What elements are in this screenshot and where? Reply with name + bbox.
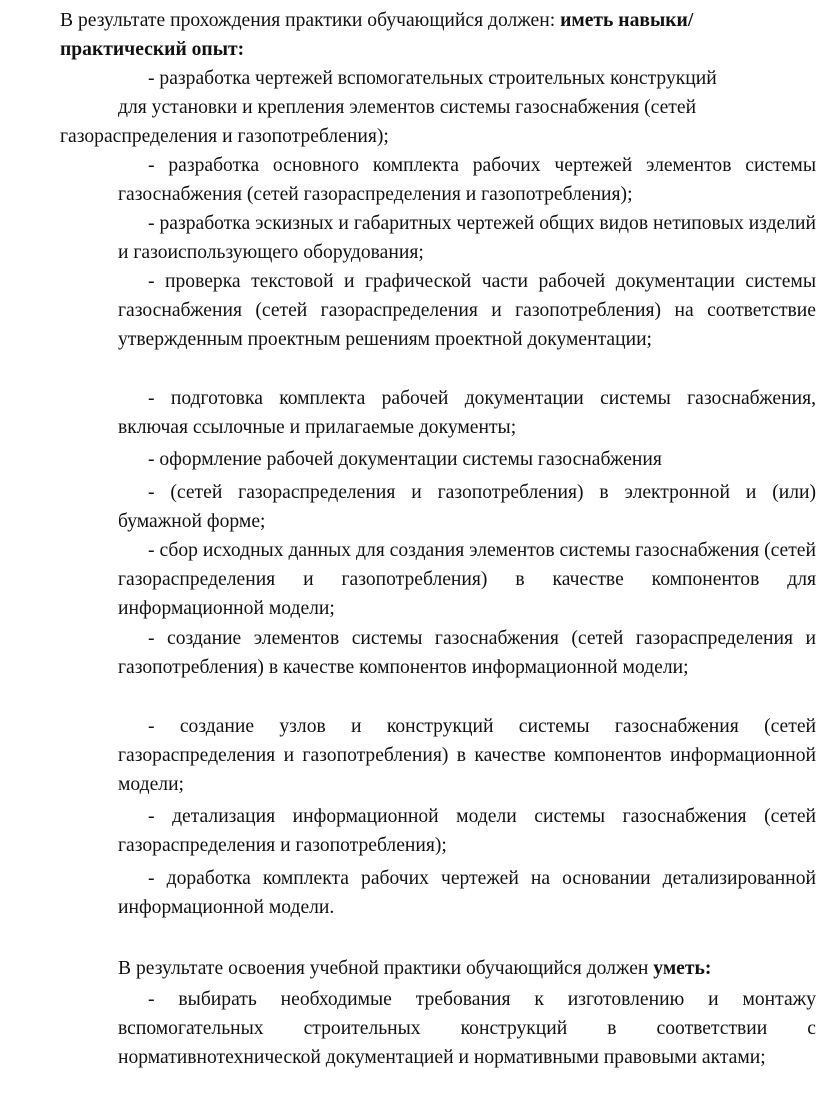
intro-bold: иметь навыки/практический опыт: xyxy=(60,10,694,60)
list-item xyxy=(118,864,816,922)
section2-text: В результате освоения учебной практики обучающийся должен xyxy=(118,958,654,979)
list-item xyxy=(118,985,816,1072)
list-item xyxy=(118,536,816,623)
list-item-text: - проверка текстовой и графической части рабочей документации системы газоснабжения (сетей газораспределения и газопотребления) на соответствие утвержденным проектным решениям проектной документации; xyxy=(118,271,816,350)
list-item xyxy=(118,802,816,860)
list-item-text: - разработка основного комплекта рабочих чертежей элементов системы газоснабжения (сетей газораспределения и газопотребления); xyxy=(118,155,816,205)
list-item xyxy=(118,445,816,474)
list-item-line2: для установки и крепления элементов системы газоснабжения (сетей xyxy=(118,97,697,118)
list-item xyxy=(118,151,816,209)
list-item-continuation xyxy=(118,93,816,122)
list-item xyxy=(118,267,816,354)
list-item-text: - выбирать необходимые требования к изготовлению и монтажу вспомогательных строительных конструкций в соответствии с нормативнотехнической документацией и нормативными правовыми актами; xyxy=(118,989,816,1068)
list-item xyxy=(118,64,816,93)
list-item xyxy=(118,478,816,536)
list-item xyxy=(118,209,816,267)
list-item-line1: - разработка чертежей вспомогательных строительных конструкций xyxy=(148,68,717,89)
intro-paragraph xyxy=(60,6,760,64)
list-item-text: - доработка комплекта рабочих чертежей на основании детализированной информационной модели. xyxy=(118,868,816,918)
list-item xyxy=(118,624,816,682)
list-item-text: - сбор исходных данных для создания элементов системы газоснабжения (сетей газораспределения и газопотребления) в качестве компонентов для информационной модели; xyxy=(118,540,816,619)
list-item-text: - разработка эскизных и габаритных чертежей общих видов нетиповых изделий и газоиспользующего оборудования; xyxy=(118,213,816,263)
list-item xyxy=(118,384,816,442)
list-item-text: - оформление рабочей документации системы газоснабжения xyxy=(148,449,662,470)
list-item-text: - создание узлов и конструкций системы газоснабжения (сетей газораспределения и газопотребления) в качестве компонентов информационной модели; xyxy=(118,716,816,795)
list-item xyxy=(118,712,816,799)
list-item-text: - (сетей газораспределения и газопотребления) в электронной и (или) бумажной форме; xyxy=(118,482,816,532)
section2-bold: уметь: xyxy=(653,958,712,979)
intro-text: В результате прохождения практики обучающийся должен: xyxy=(60,10,561,31)
section2-paragraph xyxy=(118,954,816,983)
list-item-line3: газораспределения и газопотребления); xyxy=(60,126,389,147)
list-item-continuation xyxy=(60,122,816,151)
list-item-text: - подготовка комплекта рабочей документации системы газоснабжения, включая ссылочные и прилагаемые документы; xyxy=(118,388,816,438)
list-item-text: - детализация информационной модели системы газоснабжения (сетей газораспределения и газопотребления); xyxy=(118,806,816,856)
list-item-text: - создание элементов системы газоснабжения (сетей газораспределения и газопотребления) в качестве компонентов информационной модели; xyxy=(118,628,816,678)
